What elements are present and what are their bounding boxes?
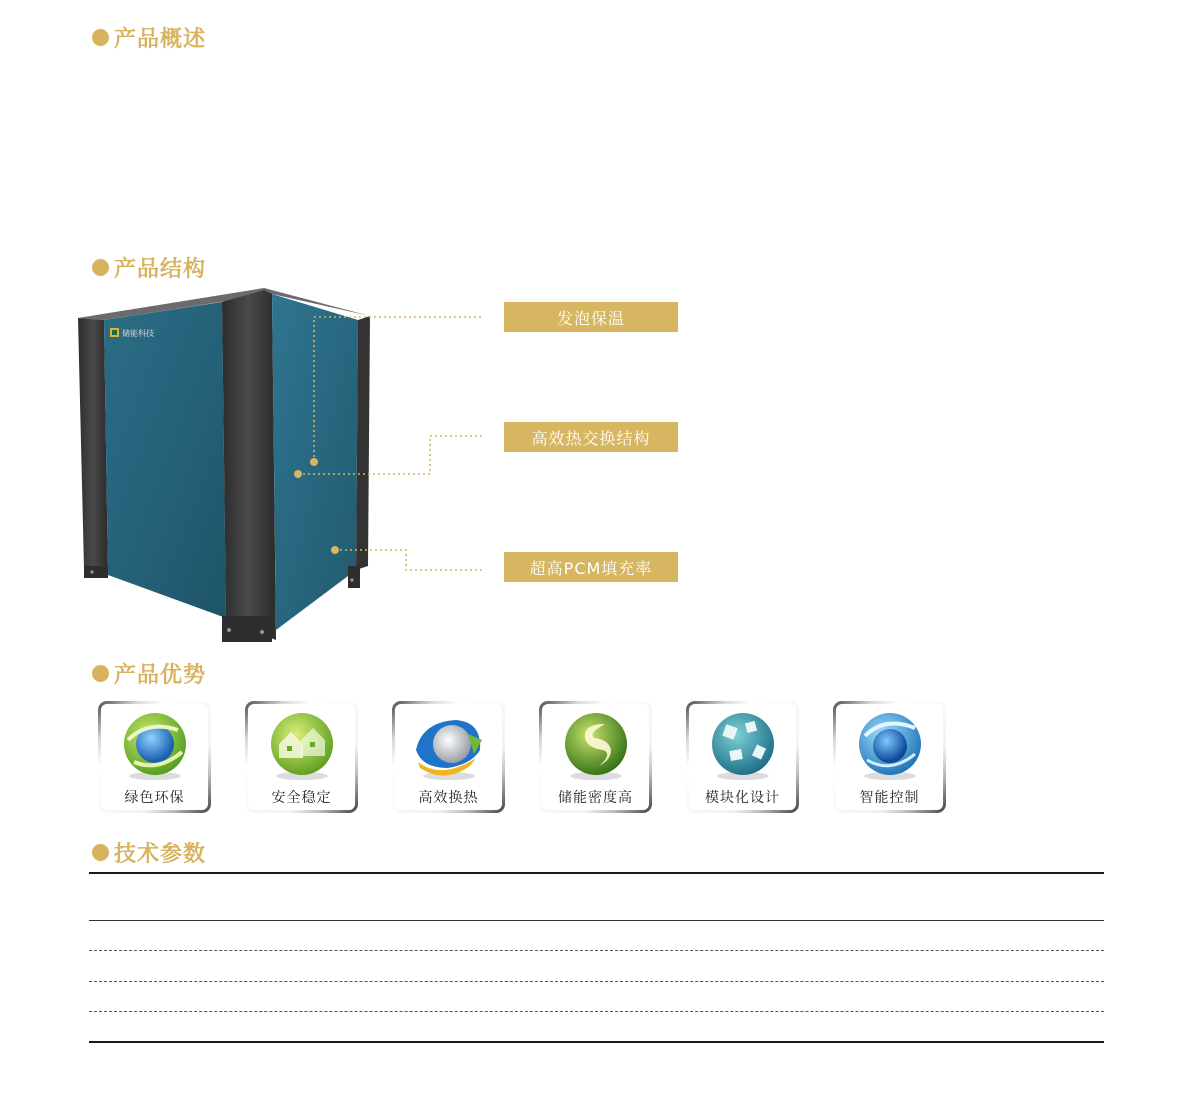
- label-foam-insulation: 发泡保温: [504, 302, 678, 332]
- label-pcm-fill-rate: 超高PCM填充率: [504, 552, 678, 582]
- table-row-divider: [89, 950, 1104, 951]
- overview-title-text: 产品概述: [114, 27, 207, 52]
- table-row-divider: [89, 981, 1104, 982]
- advantage-label: 模块化设计: [705, 790, 780, 806]
- section-title-tech: [92, 837, 206, 868]
- energy-s-sphere-icon: [559, 710, 633, 782]
- table-rule-bottom: [89, 1041, 1104, 1043]
- advantage-card-green: [98, 701, 211, 813]
- bullet-dot-icon: [92, 665, 109, 682]
- section-title-overview: [92, 22, 206, 53]
- structure-connectors: [0, 280, 720, 650]
- advantage-card-density: [539, 701, 652, 813]
- structure-title-text: 产品结构: [114, 257, 207, 282]
- advantage-label: 储能密度高: [558, 790, 633, 806]
- smart-globe-icon: [853, 710, 927, 782]
- advantage-card-smart: [833, 701, 946, 813]
- green-house-sphere-icon: [265, 710, 339, 782]
- tech-title-text: 技术参数: [114, 842, 207, 867]
- advantages-title-text: 产品优势: [114, 663, 207, 688]
- efficiency-swirl-icon: [412, 710, 486, 782]
- table-row-divider: [89, 1011, 1104, 1012]
- modular-cube-sphere-icon: [706, 710, 780, 782]
- bullet-dot-icon: [92, 29, 109, 46]
- bullet-dot-icon: [92, 844, 109, 861]
- advantage-label: 高效换热: [418, 790, 479, 806]
- table-rule-header: [89, 920, 1104, 921]
- advantage-card-modular: [686, 701, 799, 813]
- globe-leaf-icon: [118, 710, 192, 782]
- table-rule-top: [89, 872, 1104, 874]
- advantage-label: 智能控制: [859, 790, 920, 806]
- advantage-label: 安全稳定: [271, 790, 332, 806]
- machine-brand-text: 储能科技: [122, 329, 154, 338]
- advantage-card-safety: [245, 701, 358, 813]
- advantages-row: [98, 701, 980, 813]
- label-heat-exchange: 高效热交换结构: [504, 422, 678, 452]
- tech-parameters-table: [89, 872, 1104, 1044]
- section-title-structure: [92, 252, 206, 283]
- bullet-dot-icon: [92, 259, 109, 276]
- advantage-card-efficiency: [392, 701, 505, 813]
- section-title-advantages: [92, 658, 206, 689]
- product-structure-diagram: [0, 280, 720, 650]
- advantage-label: 绿色环保: [124, 790, 185, 806]
